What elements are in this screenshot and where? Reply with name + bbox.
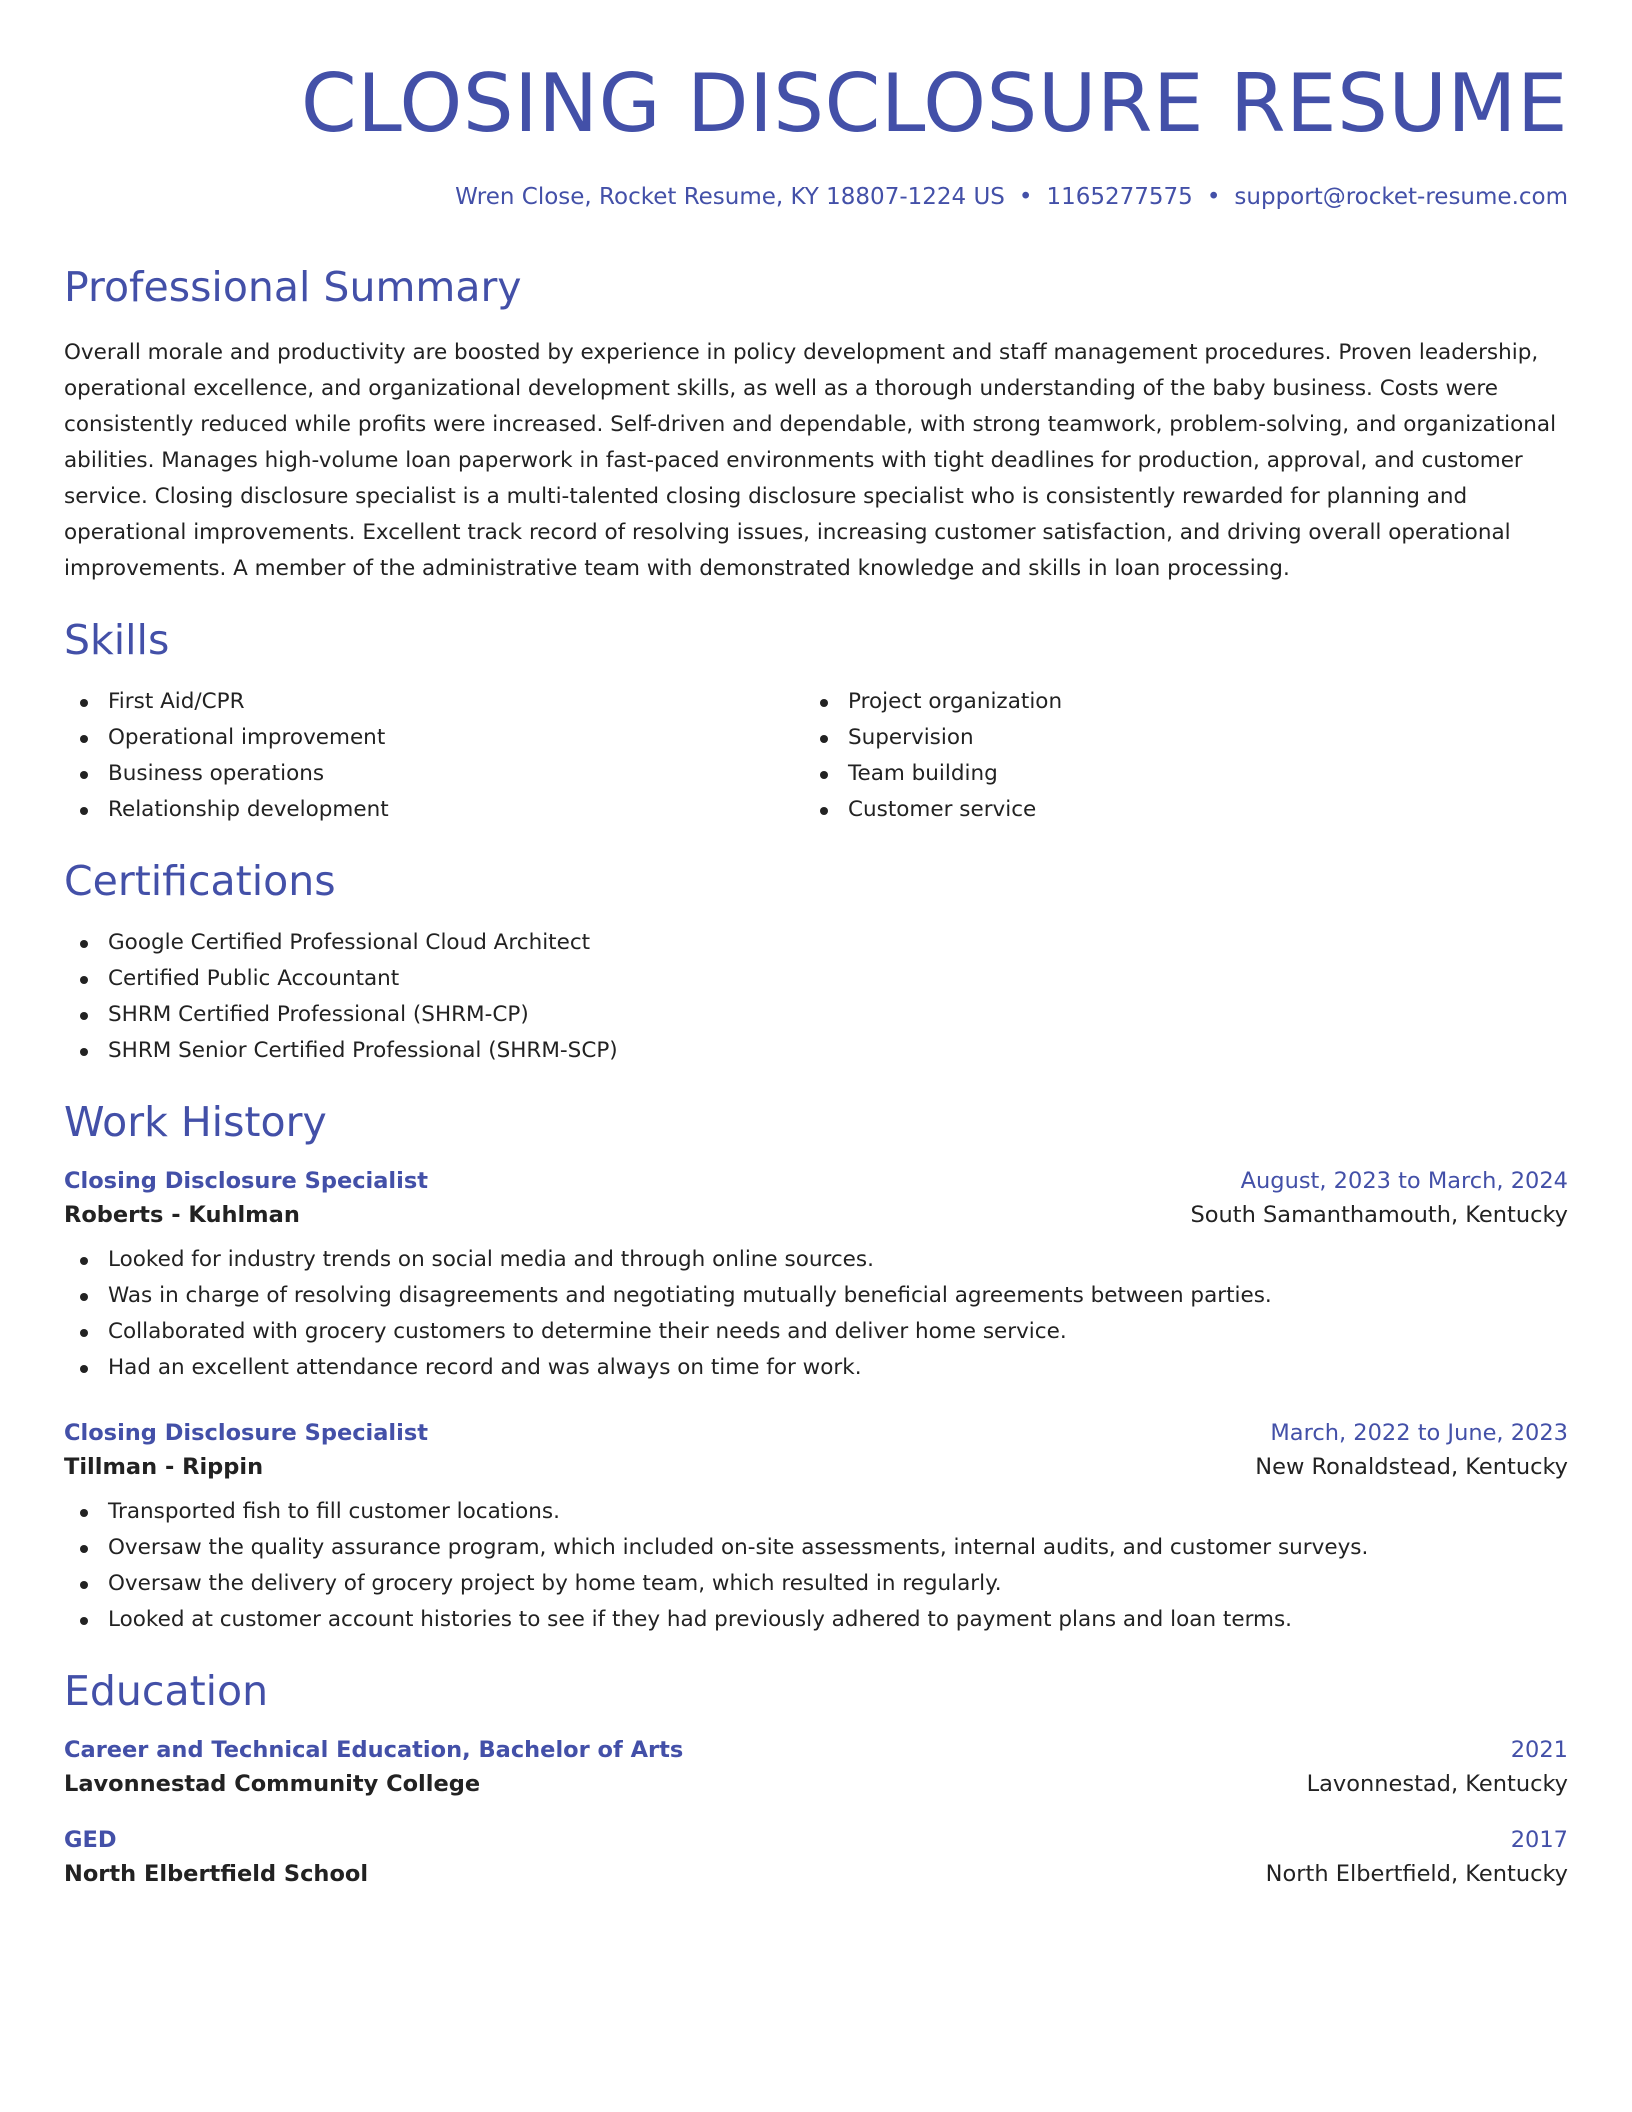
job-duties bbox=[64, 1242, 1568, 1386]
contact-line bbox=[64, 184, 1568, 212]
skill-item: Relationship development bbox=[64, 792, 804, 828]
job-title: Closing Disclosure Specialist bbox=[64, 1420, 429, 1447]
skill-item: Supervision bbox=[804, 720, 1544, 756]
skills-heading: Skills bbox=[64, 615, 170, 664]
duty-item: Looked for industry trends on social media and through online sources. bbox=[64, 1242, 1568, 1278]
job-title: Closing Disclosure Specialist bbox=[64, 1168, 429, 1195]
job-location: New Ronaldstead, Kentucky bbox=[1255, 1454, 1568, 1481]
graduation-year: 2017 bbox=[1510, 1827, 1568, 1854]
certification-item: Certified Public Accountant bbox=[64, 961, 1568, 997]
duty-item: Collaborated with grocery customers to determine their needs and deliver home service. bbox=[64, 1314, 1568, 1350]
skills-column-left bbox=[64, 684, 804, 828]
skill-item: Customer service bbox=[804, 792, 1544, 828]
school-location: North Elbertfield, Kentucky bbox=[1265, 1861, 1568, 1888]
skill-item: Project organization bbox=[804, 684, 1544, 720]
job-duties bbox=[64, 1494, 1568, 1638]
school-name: Lavonnestad Community College bbox=[64, 1771, 481, 1798]
employer-name: Tillman - Rippin bbox=[64, 1454, 264, 1481]
contact-phone: 1165277575 bbox=[1046, 184, 1193, 210]
contact-address: Wren Close, Rocket Resume, KY 18807-1224 US bbox=[455, 184, 1005, 210]
degree-name: Career and Technical Education, Bachelor of Arts bbox=[64, 1737, 684, 1764]
skill-item: Operational improvement bbox=[64, 720, 804, 756]
job-dates: March, 2022 to June, 2023 bbox=[1270, 1420, 1568, 1447]
contact-email[interactable]: support@rocket-resume.com bbox=[1234, 184, 1568, 210]
school-name: North Elbertfield School bbox=[64, 1861, 369, 1888]
job-location: South Samanthamouth, Kentucky bbox=[1190, 1202, 1568, 1229]
separator-dot: • bbox=[1018, 184, 1033, 210]
skills-grid bbox=[64, 684, 1568, 828]
certification-item: SHRM Senior Certified Professional (SHRM-SCP) bbox=[64, 1033, 1568, 1069]
summary-text: Overall morale and productivity are boosted by experience in policy development and staff management procedures. Proven leadership, operational excellence, and organizational development skills, as well as a thorough understanding of the baby business. Costs were consistently reduced while profits were increased. Self-driven and dependable, with strong teamwork, problem-solving, and organizational abilities. Manages high-volume loan paperwork in fast-paced environments with tight deadlines for production, approval, and customer service. Closing disclosure specialist is a multi-talented closing disclosure specialist who is consistently rewarded for planning and operational improvements. Excellent track record of resolving issues, increasing customer satisfaction, and driving overall operational improvements. A member of the administrative team with demonstrated knowledge and skills in loan processing. bbox=[64, 339, 1557, 581]
duty-item: Had an excellent attendance record and was always on time for work. bbox=[64, 1350, 1568, 1386]
education-entry bbox=[64, 1827, 1568, 1887]
duty-item: Was in charge of resolving disagreements and negotiating mutually beneficial agreements between parties. bbox=[64, 1278, 1568, 1314]
graduation-year: 2021 bbox=[1510, 1737, 1568, 1764]
certification-item: Google Certified Professional Cloud Architect bbox=[64, 925, 1568, 961]
resume-title: CLOSING DISCLOSURE RESUME bbox=[300, 57, 1568, 150]
education-entry bbox=[64, 1737, 1568, 1797]
separator-dot: • bbox=[1206, 184, 1221, 210]
duty-item: Oversaw the quality assurance program, which included on-site assessments, internal audits, and customer surveys. bbox=[64, 1530, 1568, 1566]
school-location: Lavonnestad, Kentucky bbox=[1306, 1771, 1568, 1798]
job-entry bbox=[64, 1420, 1568, 1638]
skill-item: Business operations bbox=[64, 756, 804, 792]
certifications-heading: Certifications bbox=[64, 856, 336, 905]
work-history-heading: Work History bbox=[64, 1098, 327, 1147]
skill-item: Team building bbox=[804, 756, 1544, 792]
duty-item: Transported fish to fill customer locations. bbox=[64, 1494, 1568, 1530]
summary-heading: Professional Summary bbox=[64, 262, 522, 311]
duty-item: Looked at customer account histories to see if they had previously adhered to payment plans and loan terms. bbox=[64, 1602, 1568, 1638]
certification-item: SHRM Certified Professional (SHRM-CP) bbox=[64, 997, 1568, 1033]
skills-column-right bbox=[804, 684, 1544, 828]
skill-item: First Aid/CPR bbox=[64, 684, 804, 720]
employer-name: Roberts - Kuhlman bbox=[64, 1202, 300, 1229]
job-entry bbox=[64, 1168, 1568, 1386]
degree-name: GED bbox=[64, 1827, 117, 1854]
certifications-list bbox=[64, 925, 1568, 1069]
education-heading: Education bbox=[64, 1667, 269, 1716]
job-dates: August, 2023 to March, 2024 bbox=[1240, 1168, 1568, 1195]
duty-item: Oversaw the delivery of grocery project by home team, which resulted in regularly. bbox=[64, 1566, 1568, 1602]
